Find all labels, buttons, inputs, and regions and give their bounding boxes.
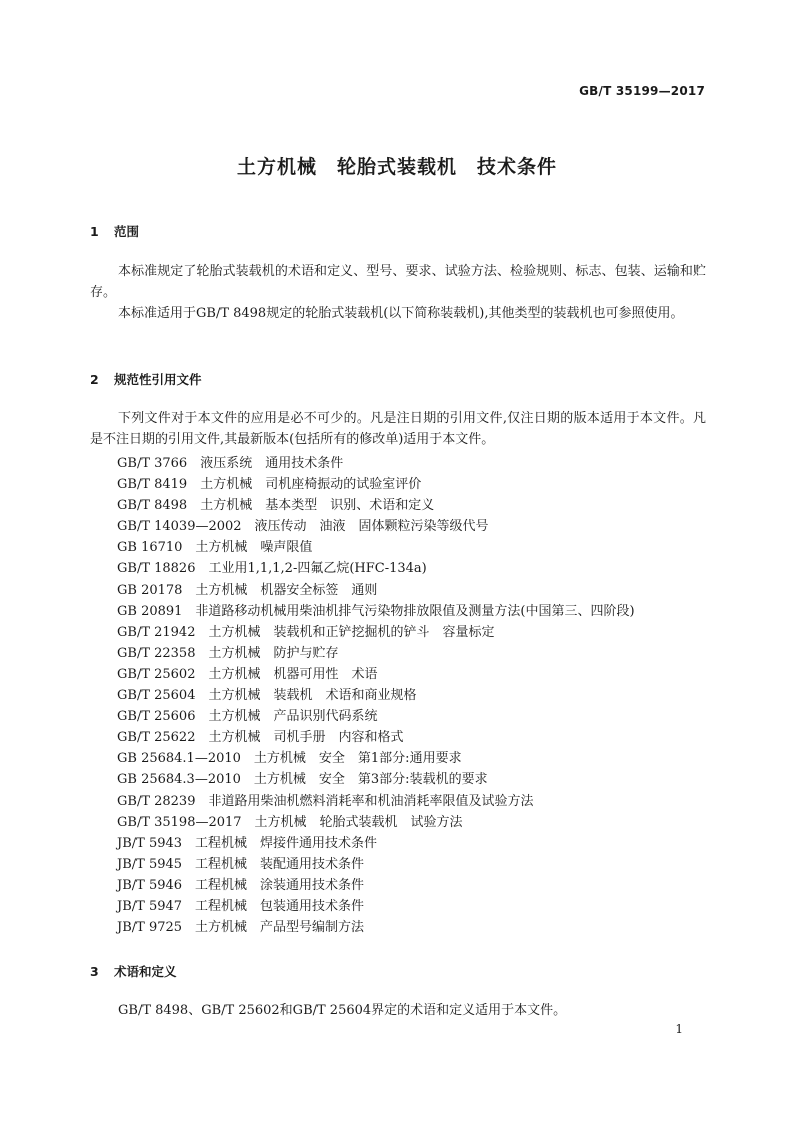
section-number: 3 [90,964,99,979]
reference-item: GB/T 28239 非道路用柴油机燃料消耗率和机油消耗率限值及试验方法 [117,793,534,809]
reference-item: JB/T 5943 工程机械 焊接件通用技术条件 [117,835,378,851]
reference-list [117,453,635,938]
section-1-heading [90,222,139,240]
section-3-heading [90,962,177,980]
page-number: 1 [675,1022,683,1036]
reference-item: GB/T 18826 工业用1,1,1,2-四氟乙烷(HFC-134a) [117,561,427,577]
reference-item: JB/T 9725 土方机械 产品型号编制方法 [117,920,365,936]
reference-item: JB/T 5946 工程机械 涂装通用技术条件 [117,877,365,893]
scope-paragraph-2: 本标准适用于GB/T 8498规定的轮胎式装载机(以下简称装载机),其他类型的装载机也可参照使用。 [118,306,684,321]
reference-item: GB/T 8498 土方机械 基本类型 识别、术语和定义 [117,498,435,514]
reference-item: GB 20178 土方机械 机器安全标签 通则 [117,582,378,598]
section-title: 术语和定义 [114,964,177,979]
reference-item: JB/T 5945 工程机械 装配通用技术条件 [117,856,365,872]
section-title: 范围 [114,224,140,239]
reference-item: JB/T 5947 工程机械 包装通用技术条件 [117,898,365,914]
reference-item: GB 20891 非道路移动机械用柴油机排气污染物排放限值及测量方法(中国第三、四阶段) [117,603,635,619]
reference-item: GB/T 8419 土方机械 司机座椅振动的试验室评价 [117,477,422,493]
reference-item: GB 25684.1—2010 土方机械 安全 第1部分:通用要求 [117,751,462,767]
reference-item: GB 25684.3—2010 土方机械 安全 第3部分:装载机的要求 [117,772,488,788]
reference-item: GB/T 21942 土方机械 装载机和正铲挖掘机的铲斗 容量标定 [117,624,495,640]
reference-item: GB/T 3766 液压系统 通用技术条件 [117,456,344,471]
reference-item: GB/T 14039—2002 液压传动 油液 固体颗粒污染等级代号 [117,519,489,535]
reference-item: GB 16710 土方机械 噪声限值 [117,540,313,556]
reference-item: GB/T 22358 土方机械 防护与贮存 [117,645,339,661]
section-number: 2 [90,372,99,387]
reference-item: GB/T 25622 土方机械 司机手册 内容和格式 [117,730,404,746]
scope-paragraph-1: 本标准规定了轮胎式装载机的术语和定义、型号、要求、试验方法、检验规则、标志、包装、运输和贮存。 [90,264,706,300]
reference-item: GB/T 25604 土方机械 装载机 术语和商业规格 [117,688,417,704]
reference-item: GB/T 25602 土方机械 机器可用性 术语 [117,666,378,682]
reference-item: GB/T 35198—2017 土方机械 轮胎式装载机 试验方法 [117,814,463,830]
terms-paragraph: GB/T 8498、GB/T 25602和GB/T 25604界定的术语和定义适用于本文件。 [118,1003,567,1018]
document-title: 土方机械 轮胎式装载机 技术条件 [236,156,557,178]
reference-item: GB/T 25606 土方机械 产品识别代码系统 [117,709,378,725]
section-title: 规范性引用文件 [114,372,202,387]
section-number: 1 [90,224,99,239]
standard-code: GB/T 35199—2017 [579,84,705,98]
section-2-heading [90,370,202,388]
normative-references-intro: 下列文件对于本文件的应用是必不可少的。凡是注日期的引用文件,仅注日期的版本适用于本文件。凡是不注日期的引用文件,其最新版本(包括所有的修改单)适用于本文件。 [90,411,706,447]
